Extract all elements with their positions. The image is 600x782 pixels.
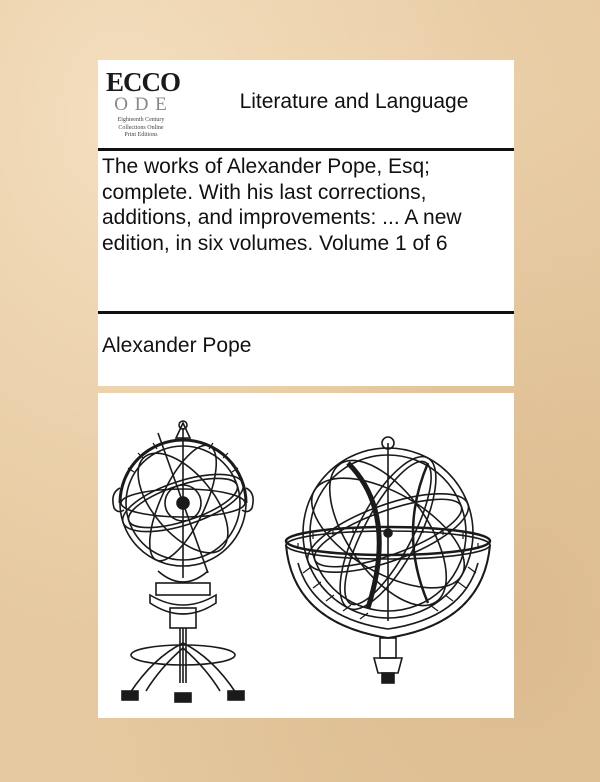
top-divider bbox=[98, 148, 514, 151]
ecco-logo-mark: ECCO bbox=[106, 67, 181, 97]
ecco-logo-line2: Collections Online bbox=[118, 124, 164, 131]
cover-header-panel bbox=[98, 60, 514, 386]
book-title: The works of Alexander Pope, Esq; complete. With his last corrections, additions, and improvements: ... A new edition, in six volumes. Volume 1 of 6 bbox=[102, 155, 462, 255]
armillary-sphere-right bbox=[286, 437, 490, 683]
ecco-logo-line1: Eighteenth Century bbox=[117, 117, 165, 123]
series-name: Literature and Language bbox=[239, 90, 469, 113]
ecco-logo-mark-reflection: O D E bbox=[114, 94, 168, 115]
armillary-spheres-illustration bbox=[98, 393, 514, 718]
ecco-logo-line3: Print Editions bbox=[124, 132, 158, 138]
ecco-logo bbox=[106, 67, 181, 148]
bottom-divider bbox=[98, 311, 514, 314]
armillary-sphere-left bbox=[113, 421, 253, 702]
cover-illustration-panel bbox=[98, 393, 514, 718]
book-author: Alexander Pope bbox=[102, 334, 252, 357]
ecco-logo-text bbox=[106, 117, 176, 140]
